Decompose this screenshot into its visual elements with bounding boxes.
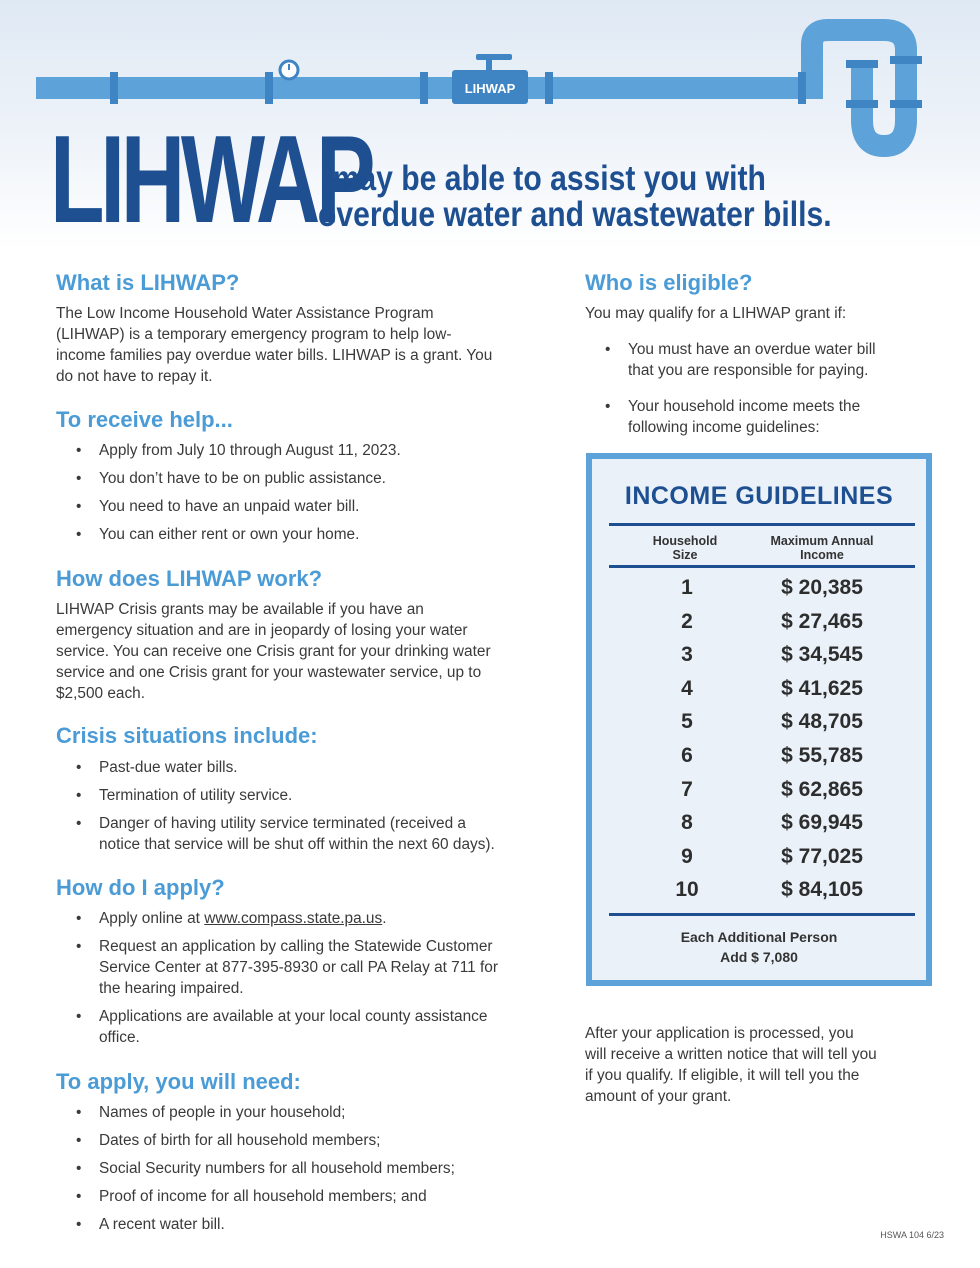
list-item-line: that you are responsible for paying. bbox=[628, 362, 869, 379]
list-item-line: You must have an overdue water bill bbox=[628, 341, 876, 358]
list-item-line: Applications are available at your local county assistance bbox=[99, 1008, 488, 1025]
pipe-coupling bbox=[110, 72, 118, 104]
household-size: 2 bbox=[681, 610, 693, 633]
max-income: $ 20,385 bbox=[781, 576, 863, 599]
valve-handle bbox=[476, 54, 512, 60]
eligible-list bbox=[585, 339, 935, 438]
body-line: service. You can receive one Crisis grant for your drinking water bbox=[56, 643, 491, 660]
how-work-heading: How does LIHWAP work? bbox=[56, 566, 323, 591]
list-item: • Names of people in your household; bbox=[56, 1102, 556, 1123]
body-line: $2,500 each. bbox=[56, 685, 145, 702]
max-income: $ 84,105 bbox=[781, 878, 863, 901]
col-header-max-income bbox=[752, 534, 892, 562]
body-line: emergency situation and are in jeopardy of losing your water bbox=[56, 622, 468, 639]
list-item-line: office. bbox=[99, 1029, 140, 1046]
need-list bbox=[56, 1102, 556, 1235]
list-item-line: notice that service will be shut off within the next 60 days). bbox=[99, 836, 495, 853]
household-size: 6 bbox=[681, 744, 693, 767]
max-income: $ 41,625 bbox=[781, 677, 863, 700]
need-heading: To apply, you will need: bbox=[56, 1069, 301, 1094]
col-header-line: Maximum Annual bbox=[770, 534, 874, 548]
list-item-line: the hearing impaired. bbox=[99, 980, 244, 997]
list-item: • Dates of birth for all household members; bbox=[56, 1130, 556, 1151]
divider bbox=[609, 913, 915, 916]
eligible-heading: Who is eligible? bbox=[585, 270, 753, 295]
list-item bbox=[585, 339, 935, 381]
subtitle-line: may be able to assist you with bbox=[332, 159, 766, 198]
household-size: 8 bbox=[681, 811, 693, 834]
list-item-text: Apply online at bbox=[99, 910, 205, 927]
body-line: do not have to repay it. bbox=[56, 368, 213, 385]
pipe-coupling bbox=[890, 100, 922, 108]
max-income: $ 48,705 bbox=[781, 710, 863, 733]
max-income: $ 77,025 bbox=[781, 845, 863, 868]
list-item: • You can either rent or own your home. bbox=[56, 524, 556, 545]
household-size: 3 bbox=[681, 643, 693, 666]
crisis-list bbox=[56, 757, 556, 855]
body-line: will receive a written notice that will tell you bbox=[585, 1046, 877, 1063]
pipe-coupling bbox=[890, 56, 922, 64]
form-code: HSWA 104 6/23 bbox=[880, 1230, 944, 1240]
crisis-heading: Crisis situations include: bbox=[56, 723, 318, 748]
pipe-elbow bbox=[800, 30, 906, 146]
list-item-line: Service Center at 877-395-8930 or call PA Relay at 711 for bbox=[99, 959, 498, 976]
list-item-line: Danger of having utility service terminated (received a bbox=[99, 815, 466, 832]
divider bbox=[609, 565, 915, 568]
list-item: • Social Security numbers for all household members; bbox=[56, 1158, 556, 1179]
list-item bbox=[56, 813, 556, 855]
body-line: The Low Income Household Water Assistance Program bbox=[56, 305, 434, 322]
what-body bbox=[56, 303, 556, 387]
after-application-text bbox=[585, 1023, 935, 1107]
list-item: • Termination of utility service. bbox=[56, 785, 556, 806]
body-line: service and one Crisis grant for your wastewater service, up to bbox=[56, 664, 482, 681]
household-size: 4 bbox=[681, 677, 693, 700]
household-size: 5 bbox=[681, 710, 693, 733]
list-item: • Proof of income for all household members; and bbox=[56, 1186, 556, 1207]
apply-heading: How do I apply? bbox=[56, 875, 225, 900]
list-item bbox=[585, 396, 935, 438]
pipe-coupling bbox=[545, 72, 553, 104]
body-line: LIHWAP Crisis grants may be available if you have an bbox=[56, 601, 424, 618]
col-header-line: Size bbox=[672, 548, 698, 562]
body-line: if you qualify. If eligible, it will tell you the bbox=[585, 1067, 860, 1084]
page-title: LIHWAP bbox=[50, 111, 372, 249]
pipe-coupling bbox=[846, 100, 878, 108]
pipe-coupling bbox=[420, 72, 428, 104]
list-item: • Past-due water bills. bbox=[56, 757, 556, 778]
how-work-body bbox=[56, 599, 556, 704]
pipe-coupling bbox=[265, 72, 273, 104]
receive-list bbox=[56, 440, 556, 545]
col-header-line: Household bbox=[652, 534, 718, 548]
col-header-line: Income bbox=[800, 548, 844, 562]
receive-heading: To receive help... bbox=[56, 407, 233, 432]
income-guidelines-title: INCOME GUIDELINES bbox=[624, 482, 894, 510]
compass-link[interactable]: www.compass.state.pa.us bbox=[204, 910, 383, 927]
list-item-line: following income guidelines: bbox=[628, 419, 820, 436]
pipe-coupling bbox=[798, 72, 806, 104]
apply-list bbox=[56, 908, 556, 1048]
valve-label: LIHWAP bbox=[464, 81, 516, 96]
list-item: • You need to have an unpaid water bill. bbox=[56, 496, 556, 517]
valve-stem bbox=[486, 58, 492, 72]
col-header-household-size bbox=[640, 534, 730, 562]
household-size: 7 bbox=[681, 778, 693, 801]
page-subtitle bbox=[318, 161, 832, 233]
body-line: amount of your grant. bbox=[585, 1088, 732, 1105]
list-item-line: Request an application by calling the Statewide Customer bbox=[99, 938, 493, 955]
list-item bbox=[56, 908, 556, 929]
household-size: 1 bbox=[681, 576, 693, 599]
max-income: $ 27,465 bbox=[781, 610, 863, 633]
list-item-line: Your household income meets the bbox=[628, 398, 861, 415]
household-size: 9 bbox=[681, 845, 693, 868]
pipe-coupling bbox=[846, 60, 878, 68]
body-line: income families pay overdue water bills. LIHWAP is a grant. You bbox=[56, 347, 493, 364]
max-income: $ 34,545 bbox=[781, 643, 863, 666]
subtitle-line: overdue water and wastewater bills. bbox=[318, 195, 832, 234]
additional-person-label: Each Additional Person bbox=[680, 929, 838, 945]
what-heading: What is LIHWAP? bbox=[56, 270, 240, 295]
list-item bbox=[56, 1006, 556, 1048]
additional-person-amount: Add $ 7,080 bbox=[720, 949, 798, 965]
list-item: • You don’t have to be on public assistance. bbox=[56, 468, 556, 489]
divider bbox=[609, 523, 915, 526]
max-income: $ 69,945 bbox=[781, 811, 863, 834]
income-guidelines-box bbox=[586, 453, 932, 986]
max-income: $ 62,865 bbox=[781, 778, 863, 801]
eligible-intro: You may qualify for a LIHWAP grant if: bbox=[585, 305, 847, 322]
list-item-text: . bbox=[382, 910, 387, 927]
body-line: After your application is processed, you bbox=[585, 1025, 854, 1042]
list-item: • Apply from July 10 through August 11, 2023. bbox=[56, 440, 556, 461]
list-item: • A recent water bill. bbox=[56, 1214, 556, 1235]
body-line: (LIHWAP) is a temporary emergency program to help low- bbox=[56, 326, 452, 343]
max-income: $ 55,785 bbox=[781, 744, 863, 767]
list-item bbox=[56, 936, 556, 999]
household-size: 10 bbox=[675, 878, 699, 901]
